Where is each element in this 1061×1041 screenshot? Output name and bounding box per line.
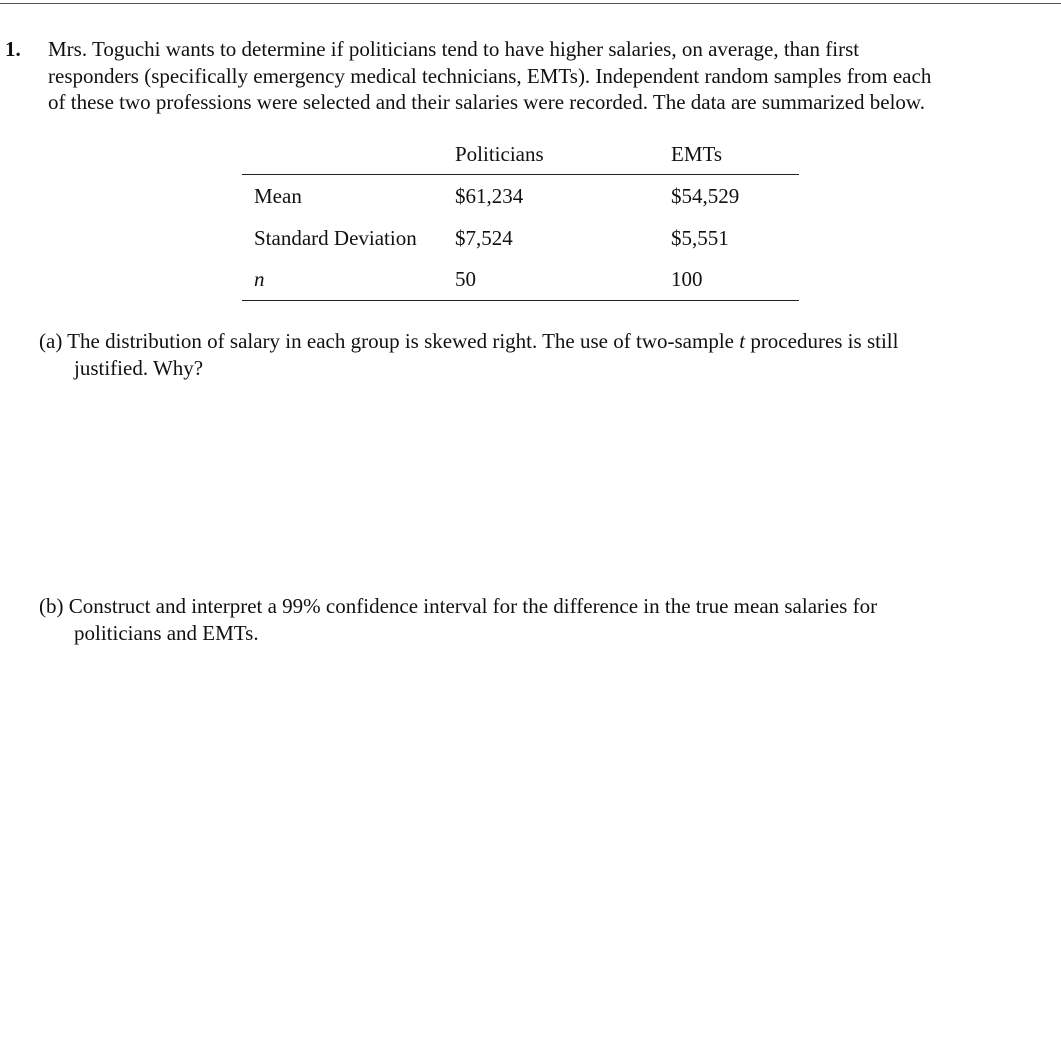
row-label-sd: Standard Deviation — [254, 226, 417, 250]
emts-n: 100 — [671, 267, 703, 291]
top-divider — [0, 3, 1061, 4]
intro-line-2: responders (specifically emergency medical technicians, EMTs). Independent random samples from each — [48, 63, 932, 88]
politicians-mean: $61,234 — [455, 184, 524, 208]
part-b-line-2: politicians and EMTs. — [74, 620, 259, 645]
header-emts: EMTs — [671, 142, 723, 166]
politicians-sd: $7,524 — [455, 226, 513, 250]
part-b — [39, 593, 1039, 646]
part-a-line-2: justified. Why? — [74, 355, 204, 380]
part-a-text-start: (a) The distribution of salary in each group is skewed right. The use of two-sample — [39, 329, 740, 353]
part-b-line-1: (b) Construct and interpret a 99% confidence interval for the difference in the true mean salaries for — [39, 594, 878, 618]
summary-table — [242, 137, 799, 303]
part-a-line-1 — [39, 328, 1039, 355]
bottom-rule — [242, 300, 799, 301]
emts-mean: $54,529 — [671, 184, 740, 208]
question-intro — [48, 36, 1048, 116]
question-number: 1. — [5, 37, 21, 61]
part-a-text-end: procedures is still — [745, 329, 899, 353]
intro-line-3: of these two professions were selected and their salaries were recorded. The data are summarized below. — [48, 90, 925, 114]
header-rule — [242, 174, 799, 175]
part-a-t-symbol: t — [739, 329, 746, 353]
row-label-n: n — [254, 267, 265, 291]
header-politicians: Politicians — [455, 142, 544, 166]
politicians-n: 50 — [455, 267, 476, 291]
emts-sd: $5,551 — [671, 226, 729, 250]
row-label-mean: Mean — [254, 184, 302, 208]
intro-line-1: Mrs. Toguchi wants to determine if politicians tend to have higher salaries, on average, than first — [48, 37, 860, 61]
part-a — [39, 328, 1039, 381]
